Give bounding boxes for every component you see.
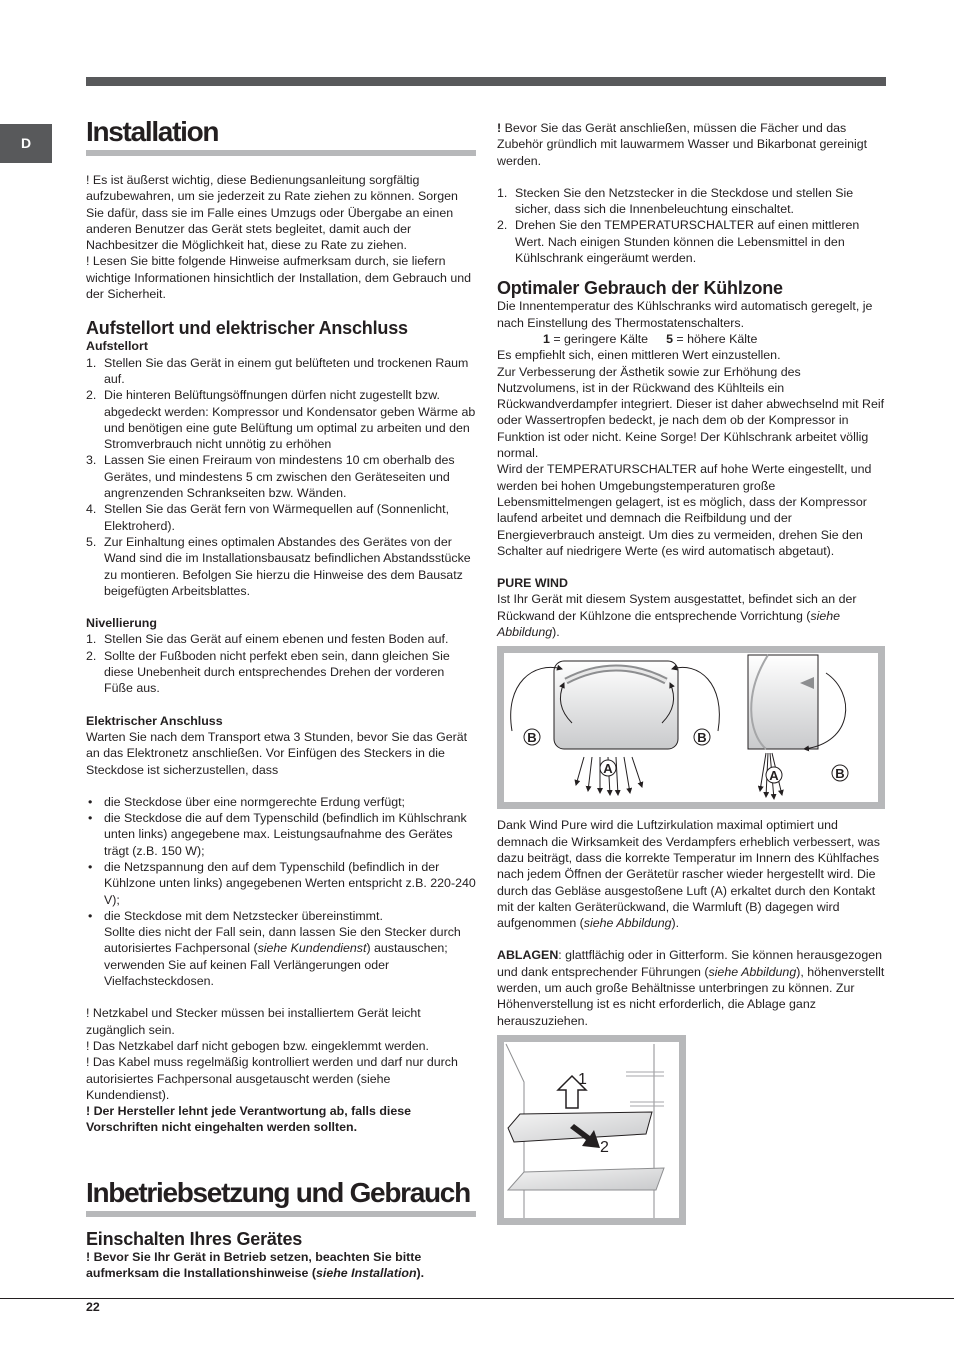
kuehlzone-p1: Die Innentemperatur des Kühlschranks wird automatisch geregelt, je nach Einstellung des Thermostatenschalters.	[497, 299, 873, 330]
intro-paragraph-1: ! Es ist äußerst wichtig, diese Bedienungsanleitung sorgfältig aufzubewahren, um sie jederzeit zu Rate ziehen zu können. Sorgen Sie dafür, dass sie im Falle eines Umzugs oder Übergabe an einen anderen Benutzer das Gerät stets begleitet, damit auch der Nachbesitzer die Möglichkeit hat, diese zu Rate zu ziehen.	[86, 173, 458, 253]
list-item: • die Netzspannung den auf dem Typenschild (befindlich in der Kühlzone unten links) angegebenen Werten entspricht z.B. 220-240 V);	[88, 859, 476, 907]
shelf-figure	[497, 1035, 686, 1225]
list-item: 1. Stellen Sie das Gerät in einem gut belüfteten und trockenen Raum auf.	[86, 355, 469, 386]
pure-wind-description: Dank Wind Pure wird die Luftzirkulation maximal optimiert und demnach die Wirksamkeit des Verdampfers erheblich verbessert, was dazu beiträgt, dass die korrekte Temperatur im Innern des Kühlfaches nach jedem Öffnen der Gerätetür rascher wieder hergestellt wird. Die durch das Gebläse ausgestoßene Luft (A) erkaltet durch den Kontakt mit der kalten Geräterückwand, die Warmluft (B) dagegen wird aufgenommen (siehe Abbildung).	[497, 818, 880, 931]
page-number: 22	[86, 1300, 100, 1314]
pure-wind-intro: Ist Ihr Gerät mit diesem System ausgestattet, befindet sich an der Rückwand der Kühlzone die entsprechende Vorrichtung (siehe Abbildung).	[497, 592, 857, 640]
einschalten-note: ! Bevor Sie Ihr Gerät in Betrieb setzen, beachten Sie bitte aufmerksam die Installationshinweise (siehe Installation).	[86, 1249, 425, 1281]
list-item: 1. Stellen Sie das Gerät auf einem ebenen und festen Boden auf.	[86, 632, 449, 647]
list-item: • die Steckdose über eine normgerechte Erdung verfügt;	[88, 794, 405, 809]
left-column	[86, 115, 476, 1281]
warning-2: ! Das Netzkabel darf nicht gebogen bzw. eingeklemmt werden.	[86, 1038, 429, 1053]
list-item: 2. Die hinteren Belüftungsöffnungen dürfen nicht zugestellt bzw. abgedeckt werden: Kompressor und Kondensator geben Wärme ab und benötigen eine gute Belüftung um optimal zu arbeiten und den Stromverbrauch nicht unnötig zu erhöhen	[86, 388, 476, 452]
header-bar	[86, 77, 886, 86]
thermostat-scale: 1 = geringere Kälte 5 = höhere Kälte	[543, 331, 758, 346]
language-tab: D	[0, 124, 52, 163]
list-item: 3. Lassen Sie einen Freiraum von mindestens 10 cm oberhalb des Gerätes, und mindestens 5 cm zwischen den Geräteseiten und angrenzenden Schrankseiten bzw. Wänden.	[86, 453, 455, 501]
startup-steps	[497, 185, 886, 266]
section-aufstellort-anschluss-title: Aufstellort und elektrischer Anschluss	[86, 318, 408, 339]
nivellierung-title: Nivellierung	[86, 616, 157, 631]
elektrisch-bullets	[86, 794, 476, 924]
label-b-left: B	[527, 730, 537, 746]
list-item: • die Steckdose die auf dem Typenschild (befindlich im Kühlschrank unten links) angegebene max. Leistungsaufnahme des Gerätes trägt (z.B. 150 W);	[88, 811, 467, 858]
list-item: 2. Sollte der Fußboden nicht perfekt eben sein, dann gleichen Sie diese Unebenheit durch entsprechendes Drehen der vorderen Füße aus.	[86, 648, 450, 696]
intro-paragraph-2: ! Lesen Sie bitte folgende Hinweise aufmerksam durch, sie liefern wichtige Informationen hinsichtlich der Installation, dem Gebrauch und der Sicherheit.	[86, 254, 472, 302]
elektrischer-anschluss-title: Elektrischer Anschluss	[86, 713, 223, 728]
warning-1: ! Netzkabel und Stecker müssen bei installiertem Gerät leicht zugänglich sein.	[86, 1006, 421, 1037]
label-b-side: B	[835, 766, 845, 782]
shelf-illustration	[504, 1042, 679, 1218]
einschalten-title: Einschalten Ihres Gerätes	[86, 1228, 303, 1249]
label-step-1: 1	[578, 1070, 587, 1088]
aufstellort-list	[86, 355, 476, 599]
pure-wind-illustration	[504, 653, 878, 802]
warning-3: ! Das Kabel muss regelmäßig kontrolliert werden und darf nur durch autorisiertes Fachpersonal ausgetauscht werden (siehe Kundendienst).	[86, 1055, 458, 1102]
list-item: 5. Zur Einhaltung eines optimalen Abstandes des Gerätes von der Wand sind die im Installationsbausatz befindlichen Abstandsstücke zu montieren. Befolgen Sie hierzu die Hinweise des dem Bausatz beigefügten Arbeitsblattes.	[86, 534, 471, 598]
pure-wind-figure	[497, 646, 885, 809]
right-column	[497, 120, 886, 1225]
kuehlzone-title: Optimaler Gebrauch der Kühlzone	[497, 278, 783, 299]
label-a-front: A	[603, 761, 613, 777]
footer-rule	[0, 1298, 954, 1299]
cleaning-note: ! Bevor Sie das Gerät anschließen, müssen die Fächer und das Zubehör gründlich mit lauwarmem Wasser und Bikarbonat gereinigt werden.	[497, 121, 868, 168]
label-step-2: 2	[600, 1138, 609, 1156]
label-b-right: B	[697, 730, 707, 746]
aufstellort-title: Aufstellort	[86, 339, 148, 354]
ablagen-paragraph: ABLAGEN: glattflächig oder in Gitterform. Sie können herausgezogen und dank entsprechender Führungen (siehe Abbildung), höhenverstellt werden, um auch große Behältnisse unterbringen zu können. Zur Höhenverstellung ist es nicht erforderlich, die Ablage ganz herauszuziehen.	[497, 948, 885, 1028]
nivellierung-list	[86, 631, 476, 696]
elektrisch-intro: Warten Sie nach dem Transport etwa 3 Stunden, bevor Sie das Gerät an das Elektronetz anschließen. Vor Einfügen des Steckers in die Steckdose ist sicherzustellen, dass	[86, 729, 468, 777]
kuehlzone-p4: Wird der TEMPERATURSCHALTER auf hohe Werte eingestellt, und werden bei hohen Umgebungstemperaturen große Lebensmittelmengen gelagert, ist es möglich, dass der Kompressor laufend arbeitet und demnach die Reifbildung und der Energieverbrauch ansteigt. Um dies zu vermeiden, drehen Sie den Schalter auf niedrigere Werte (es wird automatisch abgetaut).	[497, 462, 872, 558]
kuehlzone-p2: Es empfiehlt sich, einen mittleren Wert einzustellen.	[497, 348, 781, 363]
inbetriebsetzung-title: Inbetriebsetzung und Gebrauch	[86, 1176, 476, 1217]
installation-title: Installation	[86, 115, 476, 156]
list-item: • die Steckdose mit dem Netzstecker übereinstimmt.	[88, 908, 383, 923]
list-item: 1. Stecken Sie den Netzstecker in die Steckdose und stellen Sie sicher, dass sich die Innenbeleuchtung einschaltet.	[497, 185, 854, 217]
elektrisch-note: Sollte dies nicht der Fall sein, dann lassen Sie den Stecker durch autorisiertes Fachpersonal (siehe Kundendienst) austauschen; verwenden Sie auf keinen Fall Verlängerungen oder Vielfachsteckdosen.	[104, 925, 461, 989]
pure-wind-title: PURE WIND	[497, 576, 568, 591]
list-item: 4. Stellen Sie das Gerät fern von Wärmequellen auf (Sonnenlicht, Elektroherd).	[86, 502, 450, 533]
kuehlzone-p3: Zur Verbesserung der Ästhetik sowie zur Erhöhung des Nutzvolumens, ist in der Rückwand des Kühlteils ein Rückwandverdampfer integriert. Dieser ist daher abwechselnd mit Reif oder Wassertropfen bedeckt, je nach dem ob der Kompressor in Funktion ist oder nicht. Keine Sorge! Der Kühlschrank arbeitet völlig normal.	[497, 364, 885, 461]
list-item: 2. Drehen Sie den TEMPERATURSCHALTER auf einen mittleren Wert. Nach einigen Stunden können die Lebensmittel in den Kühlschrank eingeräumt werden.	[497, 218, 860, 266]
warning-bold: ! Der Hersteller lehnt jede Verantwortung ab, falls diese Vorschriften nicht eingehalten werden sollten.	[86, 1104, 412, 1135]
label-a-side: A	[769, 768, 779, 784]
